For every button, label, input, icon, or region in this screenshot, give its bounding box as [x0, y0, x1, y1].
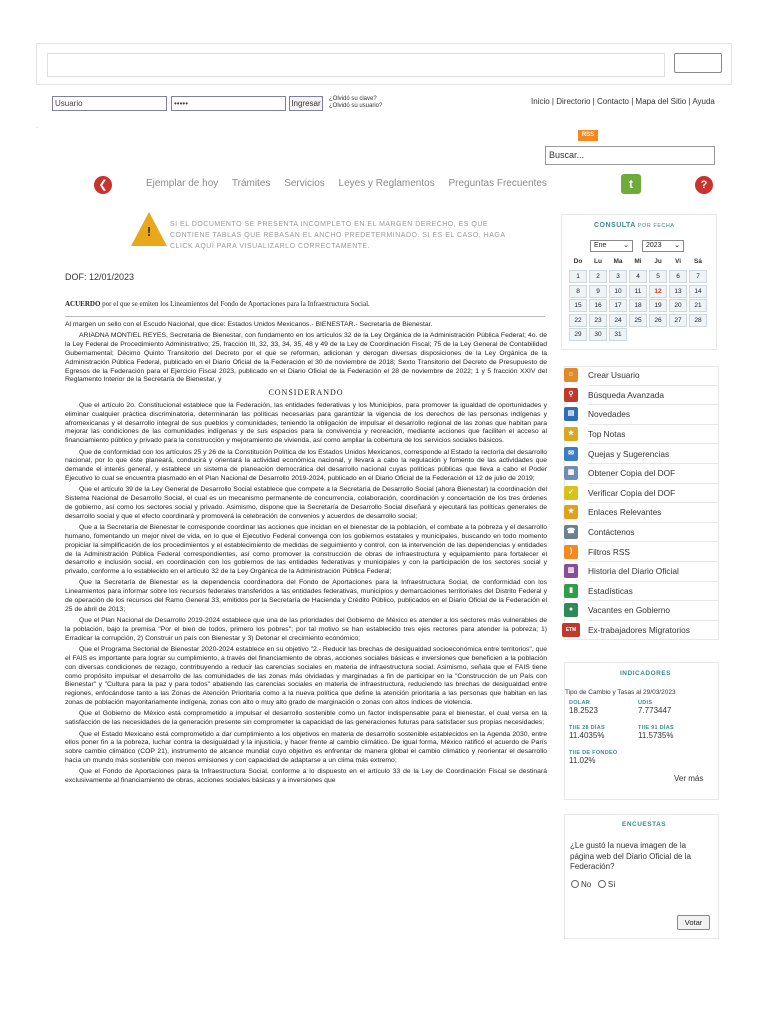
- indicators-subtitle: Tipo de Cambio y Tasas al 29/03/2023: [565, 689, 676, 696]
- side-menu-item[interactable]: [568, 444, 718, 464]
- verify-icon: ✓: [564, 486, 578, 500]
- divider-dot: ·: [36, 125, 38, 131]
- month-select[interactable]: [590, 240, 633, 252]
- banner-button[interactable]: [674, 53, 722, 73]
- side-menu-label: Vacantes en Gobierno: [588, 605, 670, 616]
- document-body: [65, 321, 547, 789]
- calendar-day[interactable]: 18: [629, 299, 647, 312]
- side-menu-item[interactable]: [568, 386, 718, 406]
- chevron-down-icon: ⌄: [674, 242, 680, 249]
- side-menu-item[interactable]: [569, 582, 718, 602]
- side-menu-item[interactable]: [567, 366, 718, 386]
- seal-line: Al margen un sello con el Escudo Nacional, que dice: Estados Unidos Mexicanos.- BIENESTAR.- Secretaría de Bienestar.: [65, 321, 433, 328]
- link-ayuda[interactable]: Ayuda: [692, 97, 715, 106]
- calendar-day[interactable]: 17: [609, 299, 627, 312]
- side-menu-label: Ex-trabajadores Migratorios: [588, 625, 690, 636]
- star-icon: ★: [564, 505, 578, 519]
- paragraph: Que de conformidad con los artículos 25 y 26 de la Constitución Política de los Estados Unidos Mexicanos, corresponde al Estado la rectoría del desarrollo nacional, por lo que éste planeará, conducirá y orientará la actividad económica nacional, y llevará a cabo la regulación y fomento de las actividades que demande el interés general, y establece un sistema de planeación democrática del desarrollo nacional cuyas políticas públicas que lleva a cabo el Poder Ejecutivo lo cual se encuentra plasmado en el Plan Nacional de Desarrollo 2019-2024, publicado en el Diario Oficial de la Federación el 12 de julio de 2019;: [65, 448, 547, 482]
- calendar-day[interactable]: 27: [669, 314, 687, 327]
- side-menu-label: Filtros RSS: [588, 546, 630, 557]
- twitter-icon[interactable]: t: [621, 174, 641, 194]
- warning-mark: !: [146, 224, 152, 239]
- side-menu-item[interactable]: [567, 405, 718, 425]
- side-menu-item[interactable]: [567, 425, 718, 445]
- calendar-day[interactable]: 8: [569, 285, 587, 298]
- calendar-day[interactable]: 29: [569, 328, 587, 341]
- calendar-empty-cell: [689, 328, 707, 341]
- calendar-day[interactable]: 30: [589, 328, 607, 341]
- calendar-day-headers: [568, 255, 708, 269]
- paragraph: Que el Fondo de Aportaciones para la Infraestructura Social, conforme a lo dispuesto en el artículo 33 de la Ley de Coordinación Fiscal se destinará exclusivamente al financiamiento de obras, acciones sociales básicas y a inversiones que: [65, 768, 547, 785]
- side-menu: [565, 366, 718, 640]
- search-icon: ⚲: [564, 388, 578, 402]
- star-icon: ★: [564, 427, 578, 441]
- side-menu-label: Historia del Diario Oficial: [588, 566, 679, 577]
- indicator-dolar: [569, 700, 598, 715]
- calendar-week: [568, 284, 708, 299]
- indicator-value: 7.773447: [638, 706, 672, 715]
- password-input[interactable]: •••••: [171, 96, 286, 111]
- side-menu-label: Crear Usuario: [588, 370, 640, 381]
- dof-date: DOF: 12/01/2023: [65, 272, 135, 282]
- calendar-day[interactable]: 14: [689, 285, 707, 298]
- calendar-day[interactable]: 26: [649, 314, 667, 327]
- calendar-day[interactable]: 28: [689, 314, 707, 327]
- indicator-label: TIIE 28 DÍAS: [569, 725, 605, 731]
- jobs-icon: ●: [564, 603, 578, 617]
- chart-icon: ▮: [564, 584, 578, 598]
- calendar-title: [594, 222, 674, 229]
- calendar-week: [568, 298, 708, 313]
- indicator-tiie91: [638, 725, 674, 740]
- main-nav: [146, 178, 558, 189]
- title-bold: ACUERDO: [65, 300, 101, 308]
- radio-no[interactable]: [571, 880, 579, 888]
- radio-si[interactable]: [598, 880, 606, 888]
- side-menu-item[interactable]: [567, 562, 718, 582]
- paragraph: Que el Programa Sectorial de Bienestar 2020-2024 establece en su objetivo "2.- Reducir las brechas de desigualdad socioeconómica entre territorios", que el FAIS es importante para lograr su cumplimiento, a través del financiamiento de obras, acciones sociales básicas e inversiones que beneficien a la población con diversas condiciones de rezago, contribuyendo a reducir las carencias sociales en materia de infraestructura social. Asimismo, señala que el FAIS tiene como propósito impulsar el desarrollo de las comunidades de las zonas más olvidadas y marginadas a fin de participar en la "Construcción de un País con Bienestar" y "Cultura para la paz y para todos" abatiendo las carencias sociales en materia de infraestructura, reduciendo las brechas de desigualdad entre regiones, enfocándose tanto a las Zonas de Atención Prioritaria como a la nueva política que define la atención prioritaria a las personas que habitan en las zonas de población mayoritariamente indígena, zonas con alto o muy alto grado de marginación o zonas con altos índices de violencia.: [65, 646, 547, 707]
- calendar-day[interactable]: 25: [629, 314, 647, 327]
- nav-tramites[interactable]: Trámites: [231, 178, 271, 189]
- document-title: [65, 300, 545, 308]
- year-select[interactable]: [642, 240, 684, 252]
- banner-field[interactable]: [47, 53, 665, 77]
- calendar-day[interactable]: 20: [669, 299, 687, 312]
- top-links: Inicio | Directorio | Contacto | Mapa del Sitio | Ayuda: [531, 97, 715, 106]
- indicator-tiie28: [569, 725, 605, 740]
- side-menu-item[interactable]: [566, 523, 718, 543]
- side-menu-item[interactable]: [565, 621, 718, 641]
- indicator-label: TIIE DE FONDEO: [569, 750, 618, 756]
- calendar-day[interactable]: 9: [589, 285, 607, 298]
- title-divider: [65, 316, 545, 317]
- calendar-week: [568, 269, 708, 284]
- survey-options: [571, 880, 615, 889]
- indicator-tiie-fondeo: [569, 750, 618, 765]
- side-menu-label: Quejas y Sugerencias: [588, 448, 670, 459]
- calendar-grid: [568, 255, 708, 342]
- calendar-day[interactable]: 22: [569, 314, 587, 327]
- calendar-day[interactable]: 31: [609, 328, 627, 341]
- indicator-value: 18.2523: [569, 706, 598, 715]
- mail-icon: ✉: [564, 447, 578, 461]
- side-menu-item[interactable]: [568, 601, 718, 621]
- username-input[interactable]: Usuario: [52, 96, 167, 111]
- login-button[interactable]: Ingresar: [289, 96, 323, 111]
- calendar-day[interactable]: 2: [589, 270, 607, 283]
- indicator-value: 11.5735%: [638, 731, 674, 740]
- calendar-day[interactable]: 1: [569, 270, 587, 283]
- intro-paragraph: ARIADNA MONTIEL REYES, Secretaria de Bienestar, con fundamento en los artículos 32 de la Ley Orgánica de la Administración Pública Federal; 4o. de la Ley Federal de Procedimiento Administrativo; 25, fracción III, 32, 33, 34, 35, 48 y 49 de la Ley de Coordinación Fiscal; 75 de la Ley General de Contabilidad Gubernamental; Décimo Quinto Transitorio del Decreto por el que se reforman, adicionan y derogan diversas disposiciones de la Ley Orgánica de la Administración Pública Federal, publicado en el Diario Oficial de la Federación el 30 de noviembre de 2018; Sexto Transitorio del Decreto de Presupuesto de Egresos de la Federación para el Ejercicio Fiscal 2023, publicado en el Diario Oficial de la Federación el 28 de noviembre de 2022; 1 y 5 fracción XXIV del Reglamento Interior de la Secretaría de Bienestar, y: [65, 332, 547, 384]
- link-directorio[interactable]: Directorio: [556, 97, 591, 106]
- forgot-password-link[interactable]: ¿Olvidó su clave?: [329, 96, 377, 102]
- calendar-day[interactable]: 4: [629, 270, 647, 283]
- paragraph: Que el Plan Nacional de Desarrollo 2019-2024 establece que una de las prioridades del Gobierno de México es atender a los sectores más vulnerables de la población, bajo la premisa "Por el bien de todos, primero los pobres"; por tal motivo se han establecido tres ejes rectores para atender la pobreza; 1) Erradicar la corrupción, 2) Construir un país con Bienestar y 3) Detonar el crecimiento económico;: [65, 617, 547, 642]
- rss-icon: ): [564, 545, 578, 559]
- calendar-week: [568, 327, 708, 342]
- paragraph: Que la Secretaría de Bienestar es la dependencia coordinadora del Fondo de Aportaciones para la Infraestructura Social, de conformidad con los Lineamientos para informar sobre los recursos federales transferidos a las entidades federativas, municipios y demarcaciones territoriales del Distrito Federal y de operación de los recursos del Ramo General 33, emitidos por la Secretaría de Hacienda y Crédito Público, publicados en el Diario Oficial de la Federación el 25 de abril de 2013;: [65, 579, 547, 613]
- indicator-udis: [638, 700, 671, 715]
- nav-preguntas[interactable]: Preguntas Frecuentes: [448, 178, 547, 189]
- side-menu-item[interactable]: [567, 464, 718, 484]
- rss-button[interactable]: RSS: [578, 130, 598, 141]
- paragraph: Que el Gobierno de México está comprometido a impulsar el desarrollo sostenible como un factor indispensable para el bienestar, el cual versa en la satisfacción de las necesidades de la generación presente sin comprometer la capacidad de las generaciones futuras para satisfacer sus propias necesidades;: [65, 710, 547, 727]
- forgot-user-link[interactable]: ¿Olvidó su usuario?: [329, 103, 383, 109]
- ver-mas-link[interactable]: Ver más: [674, 774, 704, 783]
- side-menu-item[interactable]: [567, 503, 718, 523]
- side-menu-item[interactable]: [569, 542, 718, 562]
- paragraph: Que el artículo 2o. Constitucional establece que la Federación, las entidades federativas y los Municipios, para promover la igualdad de oportunidades y eliminar cualquier práctica discriminatoria, determinarán las políticas necesarias para garantizar la vigencia de los derechos de las personas indígenas y afromexicanas y el desarrollo integral de sus pueblos y comunidades, teniendo la obligación de impulsar el desarrollo regional de las zonas que habitan para mejorar las condiciones de las comunidades indígenas y de sus espacios para la convivencia y recreación, mediante acciones que faciliten el acceso al financiamiento público y privado para la construcción y mejoramiento de vivienda, así como ampliar la cobertura de los servicios sociales básicos.: [65, 401, 547, 445]
- paragraph: Que el Estado Mexicano está comprometido a dar cumplimiento a los objetivos en materia de desarrollo sostenible establecidos en la Agenda 2030, entre ellos poner fin a la pobreza, luchar contra la desigualdad y la injusticia, y hacer frente al cambio climático. De igual forma, México ratificó el acuerdo de París sobre cambio climático (COP 21), instrumento de alcance mundial cuyo objetivo es enfrentar de manera global el cambio climático y reorientar el desarrollo hacia un mundo más sostenible con menos emisiones y con capacidad de adaptarse a un clima más extremo;: [65, 730, 547, 764]
- calendar-day[interactable]: 24: [609, 314, 627, 327]
- nav-leyes[interactable]: Leyes y Reglamentos: [338, 178, 435, 189]
- side-menu-label: Obtener Copia del DOF: [588, 468, 676, 479]
- calendar-day[interactable]: 7: [689, 270, 707, 283]
- calendar-title-main: CONSULTA: [594, 222, 636, 229]
- option-si-label: Sí: [607, 880, 616, 889]
- indicator-label: TIIE 91 DÍAS: [638, 725, 674, 731]
- survey-question: ¿Le gustó la nueva imagen de la página web del Diario Oficial de la Federación?: [570, 841, 691, 871]
- calendar-day-header: Mi: [634, 258, 642, 265]
- nav-ejemplar[interactable]: Ejemplar de hoy: [146, 178, 219, 189]
- search-input[interactable]: Buscar...: [545, 146, 715, 165]
- calendar-day[interactable]: 6: [669, 270, 687, 283]
- side-menu-label: Top Notas: [588, 429, 626, 440]
- calendar-day[interactable]: 21: [689, 299, 707, 312]
- indicator-label: UDIS: [638, 700, 653, 706]
- calendar-week: [568, 313, 708, 328]
- calendar-day-header: Sá: [694, 258, 702, 265]
- calendar-day[interactable]: 10: [609, 285, 627, 298]
- help-icon[interactable]: ?: [695, 176, 713, 194]
- calendar-day[interactable]: 13: [669, 285, 687, 298]
- back-arrow-icon[interactable]: ❮: [94, 176, 112, 194]
- vote-button[interactable]: Votar: [677, 915, 710, 930]
- option-no-label: No: [581, 880, 592, 889]
- indicator-label: DOLAR: [569, 700, 591, 706]
- forgot-links: [329, 96, 382, 110]
- calendar-day-header: Ma: [613, 258, 623, 265]
- incomplete-document-notice[interactable]: SI EL DOCUMENTO SE PRESENTA INCOMPLETO EN EL MARGEN DERECHO, ES QUE CONTIENE TABLAS QUE REBASAN EL ANCHO PREDETERMINADO. SI ES EL CASO, HAGA CLICK AQUÍ PARA VISUALIZARLO CORRECTAMENTE.: [170, 221, 506, 250]
- year-value: 2023: [646, 242, 662, 249]
- month-value: Ene: [594, 242, 607, 249]
- link-inicio[interactable]: Inicio: [531, 97, 550, 106]
- side-menu-item[interactable]: [568, 484, 718, 504]
- calendar-day[interactable]: 12: [649, 285, 667, 298]
- considerando-heading: CONSIDERANDO: [268, 388, 344, 398]
- side-menu-label: Verificar Copia del DOF: [588, 487, 676, 498]
- nav-servicios[interactable]: Servicios: [284, 178, 325, 189]
- calendar-day[interactable]: 23: [589, 314, 607, 327]
- side-menu-label: Contáctenos: [588, 527, 635, 538]
- side-menu-label: Estadísticas: [588, 585, 633, 596]
- calendar-day-header: Lu: [594, 258, 602, 265]
- contact-icon: ☎: [564, 525, 578, 539]
- calendar-day[interactable]: 5: [649, 270, 667, 283]
- calendar-day-header: Ju: [654, 258, 662, 265]
- calendar-day-header: Vi: [674, 258, 682, 265]
- link-contacto[interactable]: Contacto: [596, 97, 630, 106]
- calendar-day[interactable]: 3: [609, 270, 627, 283]
- title-rest: por el que se emiten los Lineamientos del Fondo de Aportaciones para la Infraestructura Social.: [100, 300, 370, 308]
- etm-icon: ETM: [562, 623, 580, 637]
- paragraph: Que a la Secretaría de Bienestar le corresponde coordinar las acciones que incidan en el bienestar de la población, el combate a la pobreza y el desarrollo humano, fomentando un mejor nivel de vida, en lo que el Ejecutivo Federal convenga con los gobiernos estatales y municipales, buscando en todo momento propiciar la simplificación de los procedimientos y el establecimiento de medidas de seguimiento y control, con la intervención de las dependencias y entidades de la Administración Pública Federal correspondientes, así como promover la construcción de obras de infraestructura y equipamiento para fortalecer el desarrollo e inclusión social, en coordinación con los gobiernos de las entidades federativas y municipales y con la participación de los sectores social y privado, conforme a lo establecido en el artículo 32 de la Ley Orgánica de la Administración Pública Federal;: [65, 524, 547, 576]
- chevron-down-icon: ⌄: [623, 242, 629, 249]
- calendar-title-small: POR FECHA: [635, 223, 675, 229]
- calendar-day[interactable]: 19: [649, 299, 667, 312]
- calendar-day-header: Do: [573, 258, 583, 265]
- calendar-empty-cell: [649, 328, 667, 341]
- survey-title: ENCUESTAS: [622, 821, 667, 828]
- calendar-empty-cell: [629, 328, 647, 341]
- indicator-value: 11.02%: [569, 756, 596, 765]
- paragraph: Que el artículo 39 de la Ley General de Desarrollo Social establece que compete a la Secretaría de Desarrollo Social (ahora Bienestar) la coordinación del Sistema Nacional de Desarrollo Social, el cual es un mecanismo permanente de concurrencia, colaboración, coordinación y concertación de los tres órdenes de gobierno, así como los sectores social y privado. Asimismo, dispone que la Secretaría de Desarrollo Social diseñará y ejecutará las políticas generales de desarrollo social y que el efecto coordinará y promoverá la celebración de convenios y acuerdos de desarrollo social;: [65, 486, 547, 520]
- side-menu-label: Enlaces Relevantes: [588, 507, 662, 518]
- calendar-day[interactable]: 11: [629, 285, 647, 298]
- user-icon: ☺: [564, 368, 578, 382]
- document-icon: ▦: [564, 466, 578, 480]
- side-menu-label: Novedades: [588, 409, 630, 420]
- indicator-value: 11.4035%: [569, 731, 605, 740]
- books-icon: ▥: [564, 564, 578, 578]
- side-menu-label: Búsqueda Avanzada: [588, 389, 664, 400]
- indicators-title: INDICADORES: [620, 670, 672, 677]
- calendar-day[interactable]: 16: [589, 299, 607, 312]
- link-mapa-sitio[interactable]: Mapa del Sitio: [635, 97, 687, 106]
- calendar-day[interactable]: 15: [569, 299, 587, 312]
- calendar-empty-cell: [669, 328, 687, 341]
- news-icon: ▤: [564, 407, 578, 421]
